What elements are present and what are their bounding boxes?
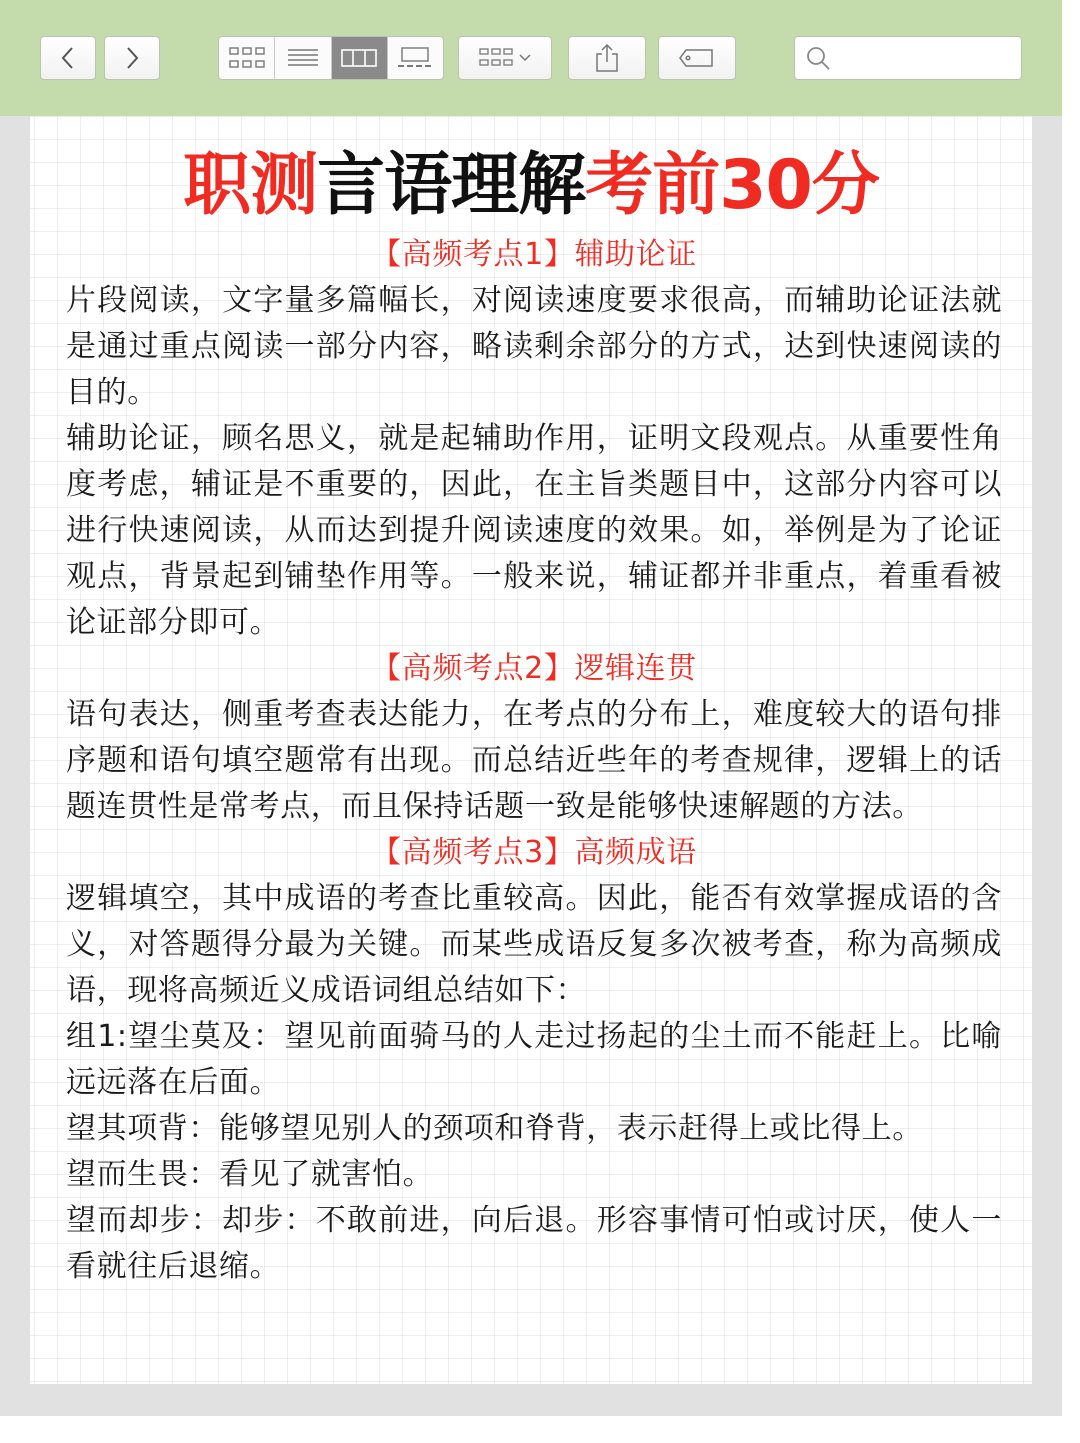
tag-icon: [677, 45, 717, 71]
group-by-button[interactable]: [458, 36, 552, 80]
back-button[interactable]: [40, 36, 96, 80]
title-part-3: 考前30分: [585, 146, 879, 225]
section-heading-3: 【高频考点3】高频成语: [371, 835, 697, 870]
grid-view-button[interactable]: [219, 37, 275, 79]
document-body: [66, 232, 1002, 1290]
group-by-icon: [477, 45, 517, 71]
search-field[interactable]: [794, 36, 1022, 80]
paragraph: 片段阅读，文字量多篇幅长，对阅读速度要求很高，而辅助论证法就是通过重点阅读一部分内容，略读剩余部分的方式，达到快速阅读的目的。: [66, 283, 1002, 410]
chevron-right-icon: [121, 45, 143, 71]
idiom-entry: 望其项背：能够望见别人的颈项和脊背，表示赶得上或比得上。: [66, 1111, 923, 1146]
search-icon: [805, 45, 831, 71]
list-view-button[interactable]: [275, 37, 331, 79]
page-title: [30, 146, 1032, 226]
paragraph: 辅助论证，顾名思义，就是起辅助作用，证明文段观点。从重要性角度考虑，辅证是不重要的，因此，在主旨类题目中，这部分内容可以进行快速阅读，从而达到提升阅读速度的效果。如，举例是为了论证观点，背景起到铺垫作用等。一般来说，辅证都并非重点，着重看被论证部分即可。: [66, 421, 1002, 640]
paragraph: 语句表达，侧重考查表达能力，在考点的分布上，难度较大的语句排序题和语句填空题常有出现。而总结近些年的考查规律，逻辑上的话题连贯性是常考点，而且保持话题一致是能够快速解题的方法。: [66, 697, 1002, 824]
section-heading-1: 【高频考点1】辅助论证: [371, 237, 697, 272]
column-view-icon: [339, 45, 379, 71]
idiom-entry: 组1:望尘莫及：望见前面骑马的人走过扬起的尘土而不能赶上。比喻远远落在后面。: [66, 1019, 1002, 1100]
share-icon: [592, 42, 622, 74]
tag-button[interactable]: [658, 36, 736, 80]
gallery-view-button[interactable]: [388, 37, 443, 79]
chevron-down-icon: [517, 45, 533, 71]
column-view-button[interactable]: [332, 37, 388, 79]
idiom-entry: 望而却步：却步：不敢前进，向后退。形容事情可怕或讨厌，使人一看就往后退缩。: [66, 1203, 1002, 1284]
idiom-entry: 望而生畏：看见了就害怕。: [66, 1157, 434, 1192]
title-part-2: 言语理解: [317, 146, 586, 225]
list-view-icon: [285, 45, 321, 71]
forward-button[interactable]: [104, 36, 160, 80]
gallery-view-icon: [395, 45, 435, 71]
share-button[interactable]: [568, 36, 646, 80]
section-heading-2: 【高频考点2】逻辑连贯: [371, 651, 697, 686]
view-mode-selector: [218, 36, 444, 80]
title-part-1: 职测: [183, 146, 318, 225]
document-page: [30, 116, 1032, 1384]
chevron-left-icon: [57, 45, 79, 71]
paragraph: 逻辑填空，其中成语的考查比重较高。因此，能否有效掌握成语的含义，对答题得分最为关键。而某些成语反复多次被考查，称为高频成语，现将高频近义成语词组总结如下：: [66, 881, 1002, 1008]
grid-view-icon: [227, 45, 267, 71]
toolbar: [0, 0, 1062, 116]
search-input[interactable]: [841, 47, 1015, 70]
